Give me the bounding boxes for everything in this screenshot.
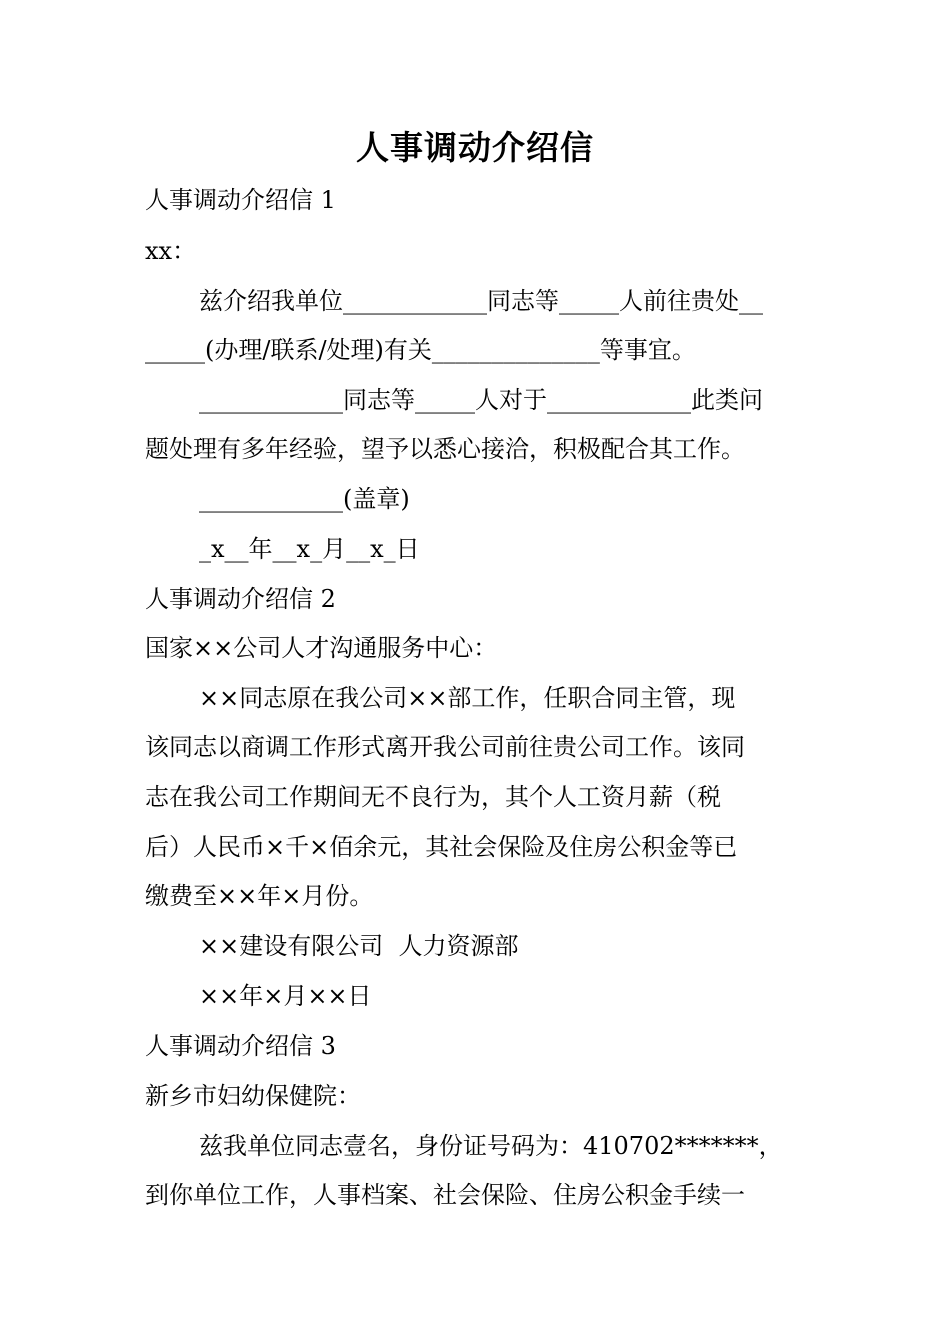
letter-1-body-line: ____________同志等_____人对于____________此类问 <box>199 386 763 414</box>
letter-3-body-line: 到你单位工作，人事档案、社会保险、住房公积金手续一 <box>145 1181 745 1209</box>
letter-2-date-line: ××年×月××日 <box>199 982 372 1010</box>
letter-1-seal-line: ____________(盖章) <box>199 485 410 513</box>
letter-2-body-line: 志在我公司工作期间无不良行为，其个人工资月薪（税 <box>145 783 721 811</box>
section-heading-2: 人事调动介绍信 2 <box>145 585 336 613</box>
section-heading-1: 人事调动介绍信 1 <box>145 186 336 214</box>
salutation-2: 国家××公司人才沟通服务中心： <box>145 634 498 662</box>
letter-1-date-line: _x__年__x_月__x_日 <box>199 535 420 563</box>
letter-3-body-line: 兹我单位同志壹名，身份证号码为：410702*******， <box>199 1132 783 1160</box>
letter-2-body-line: 后）人民币×千×佰余元，其社会保险及住房公积金等已 <box>145 833 738 861</box>
letter-2-signature: ××建设有限公司 人力资源部 <box>199 932 519 960</box>
letter-1-body-line: 兹介绍我单位____________同志等_____人前往贵处__ <box>199 287 763 315</box>
letter-2-body-line: ××同志原在我公司××部工作，任职合同主管，现 <box>199 684 736 712</box>
salutation-1: xx： <box>145 237 197 265</box>
salutation-3: 新乡市妇幼保健院： <box>145 1082 361 1110</box>
letter-1-body-line: 题处理有多年经验，望予以悉心接洽，积极配合其工作。 <box>145 435 745 463</box>
document-title: 人事调动介绍信 <box>356 128 594 167</box>
section-heading-3: 人事调动介绍信 3 <box>145 1032 336 1060</box>
letter-2-body-line: 缴费至××年×月份。 <box>145 882 374 910</box>
letter-2-body-line: 该同志以商调工作形式离开我公司前往贵公司工作。该同 <box>145 733 745 761</box>
letter-1-body-line: _____(办理/联系/处理)有关______________等事宜。 <box>145 336 696 364</box>
